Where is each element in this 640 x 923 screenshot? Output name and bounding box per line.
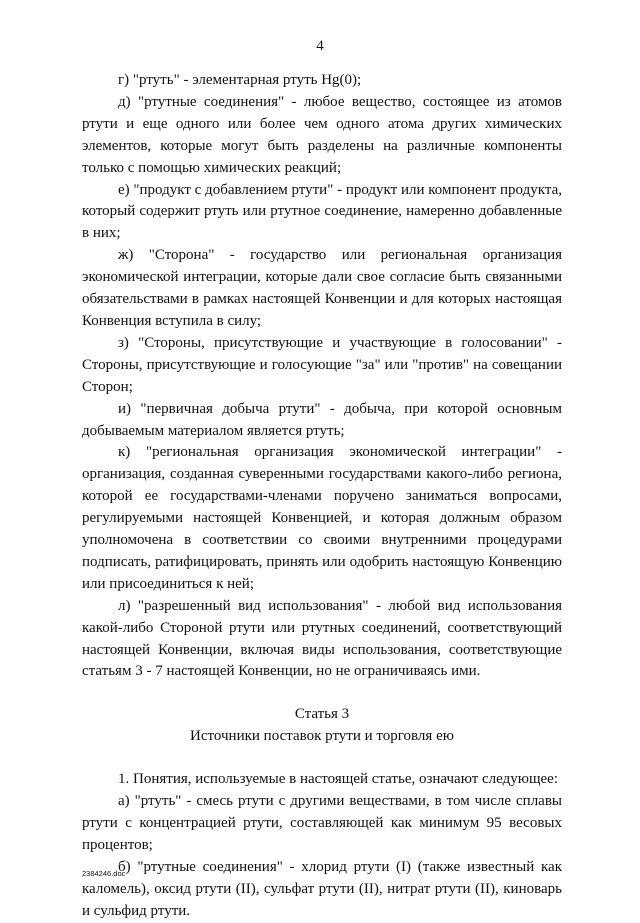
article-paragraph-a: а) "ртуть" - смесь ртути с другими веществами, в том числе сплавы ртути с концентрацией ртути, составляющей как минимум 95 весовых процентов; bbox=[82, 793, 562, 853]
article-paragraph-b: б) "ртутные соединения" - хлорид ртути (I) (также известный как каломель), оксид ртути (II), сульфат ртути (II), нитрат ртути (II), киноварь и сульфид ртути. bbox=[82, 858, 562, 919]
definition-e: е) "продукт с добавлением ртути" - продукт или компонент продукта, который содержит ртуть или ртутное соединение, намеренно добавленные в них; bbox=[82, 181, 562, 242]
document-filename: 2384246.doc bbox=[82, 869, 126, 878]
definition-k: к) "региональная организация экономической интеграции" - организация, созданная суверенными государствами какого-либо региона, которой ее государствами-членами поручено заниматься вопросами, регулируемыми настоящей Конвенцией, и которая должным образом уполномочена в соответствии со своими внутренними процедурами подписать, ратифицировать, принять или одобрить настоящую Конвенцию или присоединиться к ней; bbox=[82, 444, 562, 592]
definition-zh: ж) "Сторона" - государство или региональная организация экономической интеграции, которые дали свое согласие быть связанными обязательствами в рамках настоящей Конвенции и для которых настоящая Конвенция вступила в силу; bbox=[82, 247, 562, 329]
definition-z: з) "Стороны, присутствующие и участвующие в голосовании" - Стороны, присутствующие и голосующие "за" или "против" на совещании Сторон; bbox=[82, 334, 562, 395]
article-number: Статья 3 bbox=[294, 706, 350, 723]
page-number: 4 bbox=[316, 38, 324, 54]
article-paragraph-1: 1. Понятия, используемые в настоящей статье, означают следующее: bbox=[118, 771, 558, 788]
document-body bbox=[82, 70, 562, 923]
definition-i: и) "первичная добыча ртути" - добыча, при которой основным добываемым материалом является ртуть; bbox=[82, 400, 562, 439]
definition-l: л) "разрешенный вид использования" - любой вид использования какой-либо Стороной ртути или ртутных соединений, соответствующий настоящей Конвенции, включая виды использования, соответствующие статьям 3 - 7 настоящей Конвенции, но не ограничиваясь ими. bbox=[82, 597, 562, 680]
definition-d: д) "ртутные соединения" - любое вещество, состоящее из атомов ртути и еще одного или более чем одного атома других химических элементов, которые могут быть разделены на различные компоненты только с помощью химических реакций; bbox=[82, 93, 562, 176]
article-title: Источники поставок ртути и торговля ею bbox=[190, 728, 454, 745]
definition-g: г) "ртуть" - элементарная ртуть Hg(0); bbox=[118, 72, 362, 88]
